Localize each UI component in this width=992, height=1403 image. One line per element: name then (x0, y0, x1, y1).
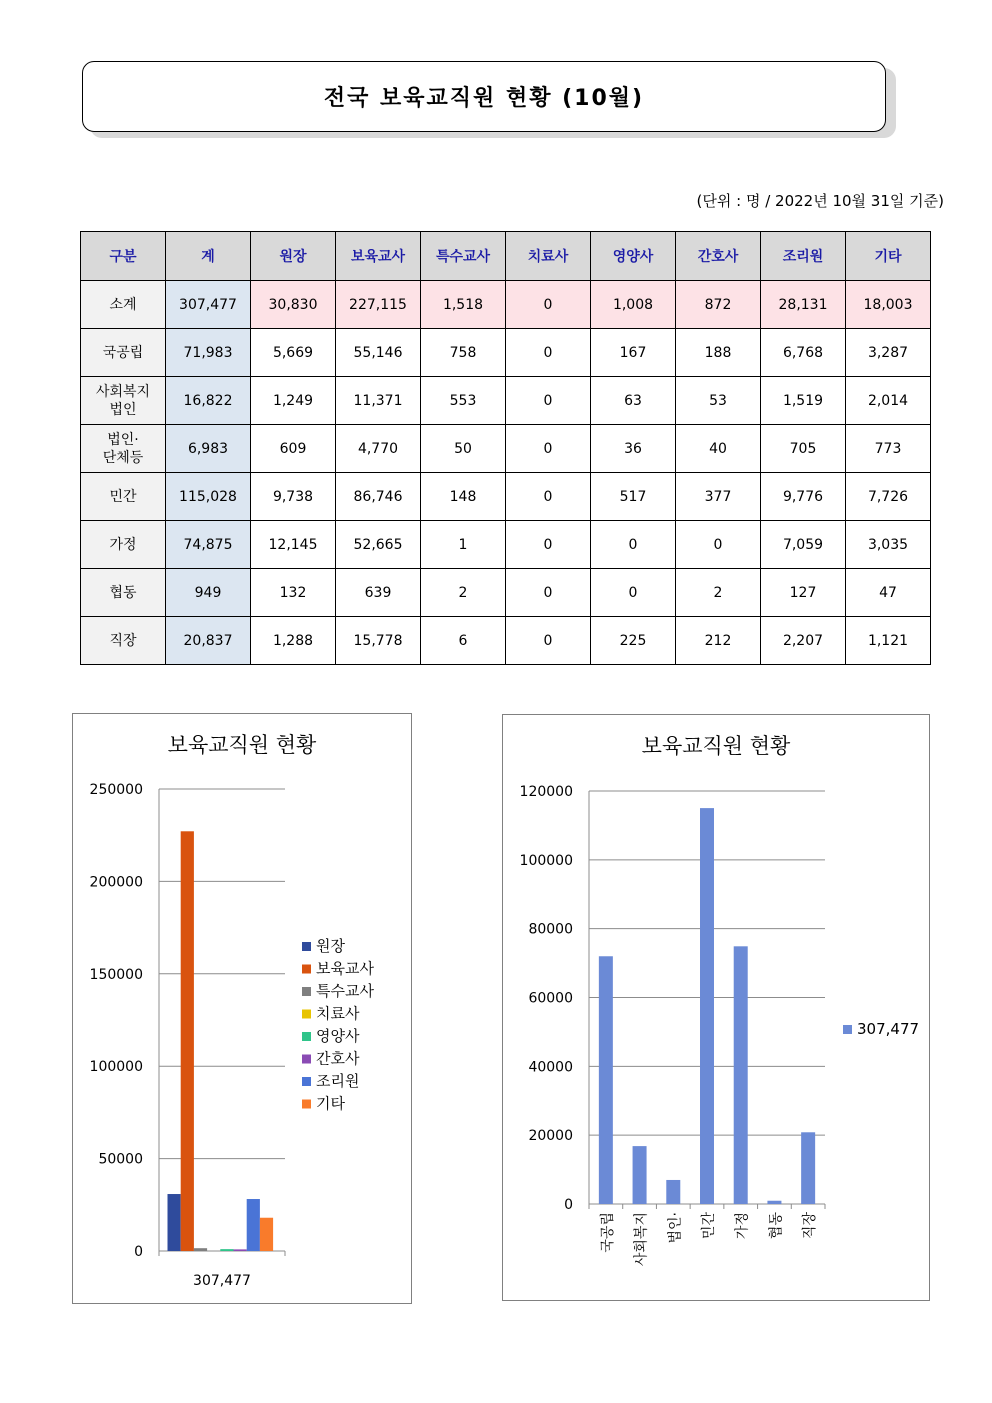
value-cell: 36 (591, 425, 676, 473)
page-title: 전국 보육교직원 현황 (10월) (323, 86, 645, 111)
table-row (81, 377, 931, 425)
bar-가정 (734, 946, 748, 1204)
legend-label: 기타 (316, 1094, 345, 1113)
y-tick-label: 0 (564, 1197, 573, 1213)
table-row (81, 569, 931, 617)
value-cell: 6,768 (761, 329, 846, 377)
value-cell: 9,738 (251, 473, 336, 521)
value-cell: 188 (676, 329, 761, 377)
value-cell: 1,249 (251, 377, 336, 425)
column-header: 계 (166, 232, 251, 281)
value-cell: 5,669 (251, 329, 336, 377)
table-header-row (81, 232, 931, 281)
bar-특수교사 (194, 1248, 207, 1251)
x-category-label: 법인· (667, 1212, 684, 1244)
legend-swatch (843, 1025, 852, 1034)
value-cell: 7,059 (761, 521, 846, 569)
value-cell: 47 (846, 569, 931, 617)
legend-label: 307,477 (857, 1020, 920, 1038)
value-cell: 0 (591, 521, 676, 569)
value-cell: 1,518 (421, 281, 506, 329)
value-cell: 11,371 (336, 377, 421, 425)
bar-조리원 (247, 1199, 260, 1251)
table-row (81, 617, 931, 665)
y-tick-label: 100000 (89, 1059, 143, 1076)
value-cell: 55,146 (336, 329, 421, 377)
value-cell: 52,665 (336, 521, 421, 569)
value-cell: 773 (846, 425, 931, 473)
row-label-line: 소계 (109, 296, 137, 313)
chart-title: 보육교직원 현황 (641, 734, 791, 758)
chart-title: 보육교직원 현황 (167, 733, 317, 757)
bar-법인· (666, 1180, 680, 1204)
value-cell: 0 (591, 569, 676, 617)
value-cell: 15,778 (336, 617, 421, 665)
table-row (81, 329, 931, 377)
value-cell: 167 (591, 329, 676, 377)
legend-swatch (302, 1100, 311, 1109)
unit-note: (단위 : 명 / 2022년 10월 31일 기준) (696, 192, 944, 210)
value-cell: 212 (676, 617, 761, 665)
value-cell: 225 (591, 617, 676, 665)
y-tick-label: 80000 (528, 921, 573, 938)
y-tick-label: 250000 (89, 782, 143, 798)
value-cell: 639 (336, 569, 421, 617)
bar-사회복지 (633, 1146, 647, 1204)
value-cell: 0 (506, 425, 591, 473)
bar-국공립 (599, 956, 613, 1204)
legend-swatch (302, 987, 311, 996)
value-cell: 758 (421, 329, 506, 377)
bar-보육교사 (181, 831, 194, 1251)
value-cell: 28,131 (761, 281, 846, 329)
row-label (81, 473, 166, 521)
column-header: 보육교사 (336, 232, 421, 281)
value-cell: 127 (761, 569, 846, 617)
legend-label: 치료사 (316, 1004, 360, 1023)
value-cell: 0 (506, 569, 591, 617)
legend-label: 원장 (316, 937, 345, 955)
value-cell: 1,288 (251, 617, 336, 665)
value-cell: 1,519 (761, 377, 846, 425)
total-cell: 115,028 (166, 473, 251, 521)
row-label-line: 협동 (109, 584, 137, 601)
value-cell: 0 (506, 521, 591, 569)
legend-swatch (302, 1077, 311, 1086)
table-row (81, 425, 931, 473)
row-label-line: 민간 (109, 488, 137, 505)
bar-협동 (767, 1201, 781, 1204)
y-tick-label: 100000 (519, 852, 573, 869)
legend-label: 간호사 (316, 1049, 360, 1068)
row-label (81, 617, 166, 665)
value-cell: 2 (676, 569, 761, 617)
x-category-label: 민간 (701, 1212, 717, 1240)
value-cell: 0 (506, 617, 591, 665)
table-row-subtotal (81, 281, 931, 329)
value-cell: 86,746 (336, 473, 421, 521)
total-cell: 71,983 (166, 329, 251, 377)
value-cell: 0 (506, 329, 591, 377)
x-category-label: 직장 (802, 1212, 819, 1240)
legend-label: 조리원 (316, 1072, 360, 1090)
y-tick-label: 20000 (528, 1128, 573, 1145)
bar-원장 (168, 1194, 181, 1251)
value-cell: 705 (761, 425, 846, 473)
column-header: 치료사 (506, 232, 591, 281)
value-cell: 50 (421, 425, 506, 473)
value-cell: 18,003 (846, 281, 931, 329)
legend-swatch (302, 1032, 311, 1041)
value-cell: 0 (506, 473, 591, 521)
total-cell: 307,477 (166, 281, 251, 329)
value-cell: 148 (421, 473, 506, 521)
y-tick-label: 200000 (89, 874, 143, 891)
x-category-label: 307,477 (193, 1273, 251, 1289)
row-label-line: 법인· (107, 431, 139, 448)
legend-swatch (302, 965, 311, 974)
value-cell: 3,287 (846, 329, 931, 377)
row-label-line: 법인 (109, 401, 137, 418)
x-category-label: 협동 (768, 1212, 785, 1240)
value-cell: 517 (591, 473, 676, 521)
chart-by-job (72, 713, 412, 1304)
total-cell: 16,822 (166, 377, 251, 425)
row-label (81, 281, 166, 329)
column-header: 구분 (81, 232, 166, 281)
staff-table (80, 231, 931, 665)
row-label-line: 사회복지 (95, 383, 151, 400)
value-cell: 132 (251, 569, 336, 617)
bar-영양사 (220, 1249, 233, 1251)
value-cell: 227,115 (336, 281, 421, 329)
value-cell: 1,121 (846, 617, 931, 665)
legend-swatch (302, 1010, 311, 1019)
table-row (81, 521, 931, 569)
value-cell: 6 (421, 617, 506, 665)
value-cell: 0 (506, 281, 591, 329)
title-box (82, 61, 886, 132)
y-tick-label: 120000 (519, 784, 573, 800)
column-header: 조리원 (761, 232, 846, 281)
value-cell: 40 (676, 425, 761, 473)
value-cell: 3,035 (846, 521, 931, 569)
column-header: 특수교사 (421, 232, 506, 281)
x-category-label: 가정 (734, 1212, 751, 1240)
x-category-label: 사회복지 (633, 1212, 650, 1267)
row-label-line: 직장 (109, 632, 137, 649)
value-cell: 4,770 (336, 425, 421, 473)
y-tick-label: 40000 (528, 1059, 573, 1076)
value-cell: 0 (506, 377, 591, 425)
column-header: 원장 (251, 232, 336, 281)
bar-기타 (260, 1218, 273, 1251)
total-cell: 6,983 (166, 425, 251, 473)
total-cell: 20,837 (166, 617, 251, 665)
legend-swatch (302, 942, 311, 951)
column-header: 영양사 (591, 232, 676, 281)
value-cell: 12,145 (251, 521, 336, 569)
value-cell: 872 (676, 281, 761, 329)
total-cell: 74,875 (166, 521, 251, 569)
value-cell: 2 (421, 569, 506, 617)
value-cell: 53 (676, 377, 761, 425)
column-header: 간호사 (676, 232, 761, 281)
value-cell: 7,726 (846, 473, 931, 521)
bar-민간 (700, 808, 714, 1204)
value-cell: 1,008 (591, 281, 676, 329)
value-cell: 553 (421, 377, 506, 425)
y-tick-label: 150000 (89, 966, 143, 983)
legend-swatch (302, 1055, 311, 1064)
value-cell: 377 (676, 473, 761, 521)
total-cell: 949 (166, 569, 251, 617)
column-header: 기타 (846, 232, 931, 281)
value-cell: 2,207 (761, 617, 846, 665)
row-label (81, 425, 166, 473)
y-tick-label: 60000 (528, 990, 573, 1007)
value-cell: 9,776 (761, 473, 846, 521)
row-label (81, 569, 166, 617)
row-label-line: 단체등 (102, 449, 144, 466)
bar-직장 (801, 1132, 815, 1204)
legend-label: 영양사 (316, 1027, 360, 1045)
value-cell: 1 (421, 521, 506, 569)
value-cell: 2,014 (846, 377, 931, 425)
row-label-line: 가정 (109, 536, 137, 553)
legend-label: 보육교사 (316, 959, 374, 978)
chart-by-type (502, 714, 930, 1301)
row-label (81, 329, 166, 377)
value-cell: 30,830 (251, 281, 336, 329)
y-tick-label: 50000 (98, 1151, 143, 1168)
value-cell: 609 (251, 425, 336, 473)
bar-간호사 (234, 1249, 247, 1251)
y-tick-label: 0 (134, 1244, 143, 1260)
value-cell: 63 (591, 377, 676, 425)
row-label (81, 377, 166, 425)
legend-label: 특수교사 (316, 982, 374, 1000)
value-cell: 0 (676, 521, 761, 569)
row-label-line: 국공립 (102, 344, 144, 361)
x-category-label: 국공립 (599, 1212, 616, 1253)
row-label (81, 521, 166, 569)
table-row (81, 473, 931, 521)
